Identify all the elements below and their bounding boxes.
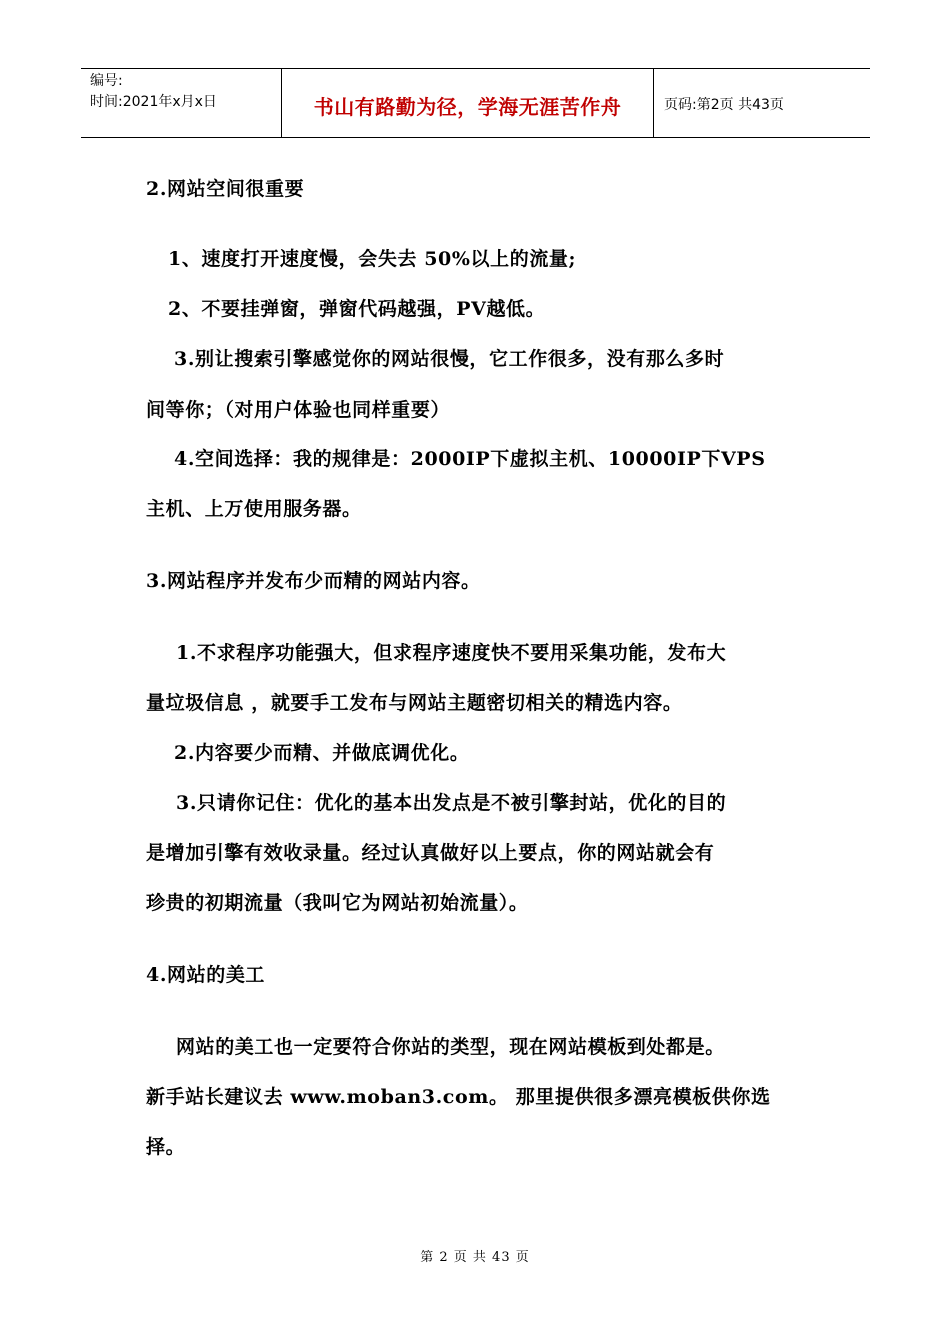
paragraph: 1.不求程序功能强大，但求程序速度快不要用采集功能，发布大 bbox=[176, 642, 727, 664]
paragraph: 3.只请你记住：优化的基本出发点是不被引擎封站，优化的目的 bbox=[176, 792, 727, 814]
paragraph: 1、速度打开速度慢，会失去 50%以上的流量; bbox=[168, 248, 577, 270]
paragraph: 新手站长建议去 www.moban3.com。 那里提供很多漂亮模板供你选 bbox=[146, 1086, 771, 1108]
paragraph: 量垃圾信息 ，就要手工发布与网站主题密切相关的精选内容。 bbox=[146, 692, 683, 714]
paragraph: 珍贵的初期流量（我叫它为网站初始流量）。 bbox=[146, 892, 529, 914]
paragraph: 2、不要挂弹窗，弹窗代码越强，PV越低。 bbox=[168, 298, 546, 320]
section-title: 4.网站的美工 bbox=[146, 964, 266, 986]
page-footer: 第 2 页 共 43 页 bbox=[420, 1250, 530, 1265]
paragraph: 主机、上万使用服务器。 bbox=[146, 498, 362, 520]
paragraph: 间等你；（对用户体验也同样重要） bbox=[146, 399, 451, 421]
header-motto: 书山有路勤为径，学海无涯苦作舟 bbox=[282, 69, 654, 137]
page-header bbox=[81, 68, 870, 138]
paragraph: 2.内容要少而精、并做底调优化。 bbox=[174, 742, 470, 764]
time-label: 时间:2021年x月x日 bbox=[90, 94, 217, 110]
paragraph: 是增加引擎有效收录量。经过认真做好以上要点，你的网站就会有 bbox=[146, 842, 715, 864]
paragraph: 网站的美工也一定要符合你站的类型，现在网站模板到处都是。 bbox=[176, 1036, 725, 1058]
paragraph: 3.别让搜索引擎感觉你的网站很慢，它工作很多，没有那么多时 bbox=[174, 348, 725, 370]
section-title: 2.网站空间很重要 bbox=[146, 178, 305, 200]
paragraph: 4.空间选择：我的规律是：2000IP下虚拟主机、10000IP下VPS bbox=[174, 448, 766, 470]
header-page-info: 页码:第2页 共43页 bbox=[664, 97, 784, 113]
section-title: 3.网站程序并发布少而精的网站内容。 bbox=[146, 570, 481, 592]
number-label: 编号: bbox=[90, 73, 123, 89]
paragraph: 择。 bbox=[146, 1136, 186, 1158]
header-meta bbox=[81, 69, 282, 137]
